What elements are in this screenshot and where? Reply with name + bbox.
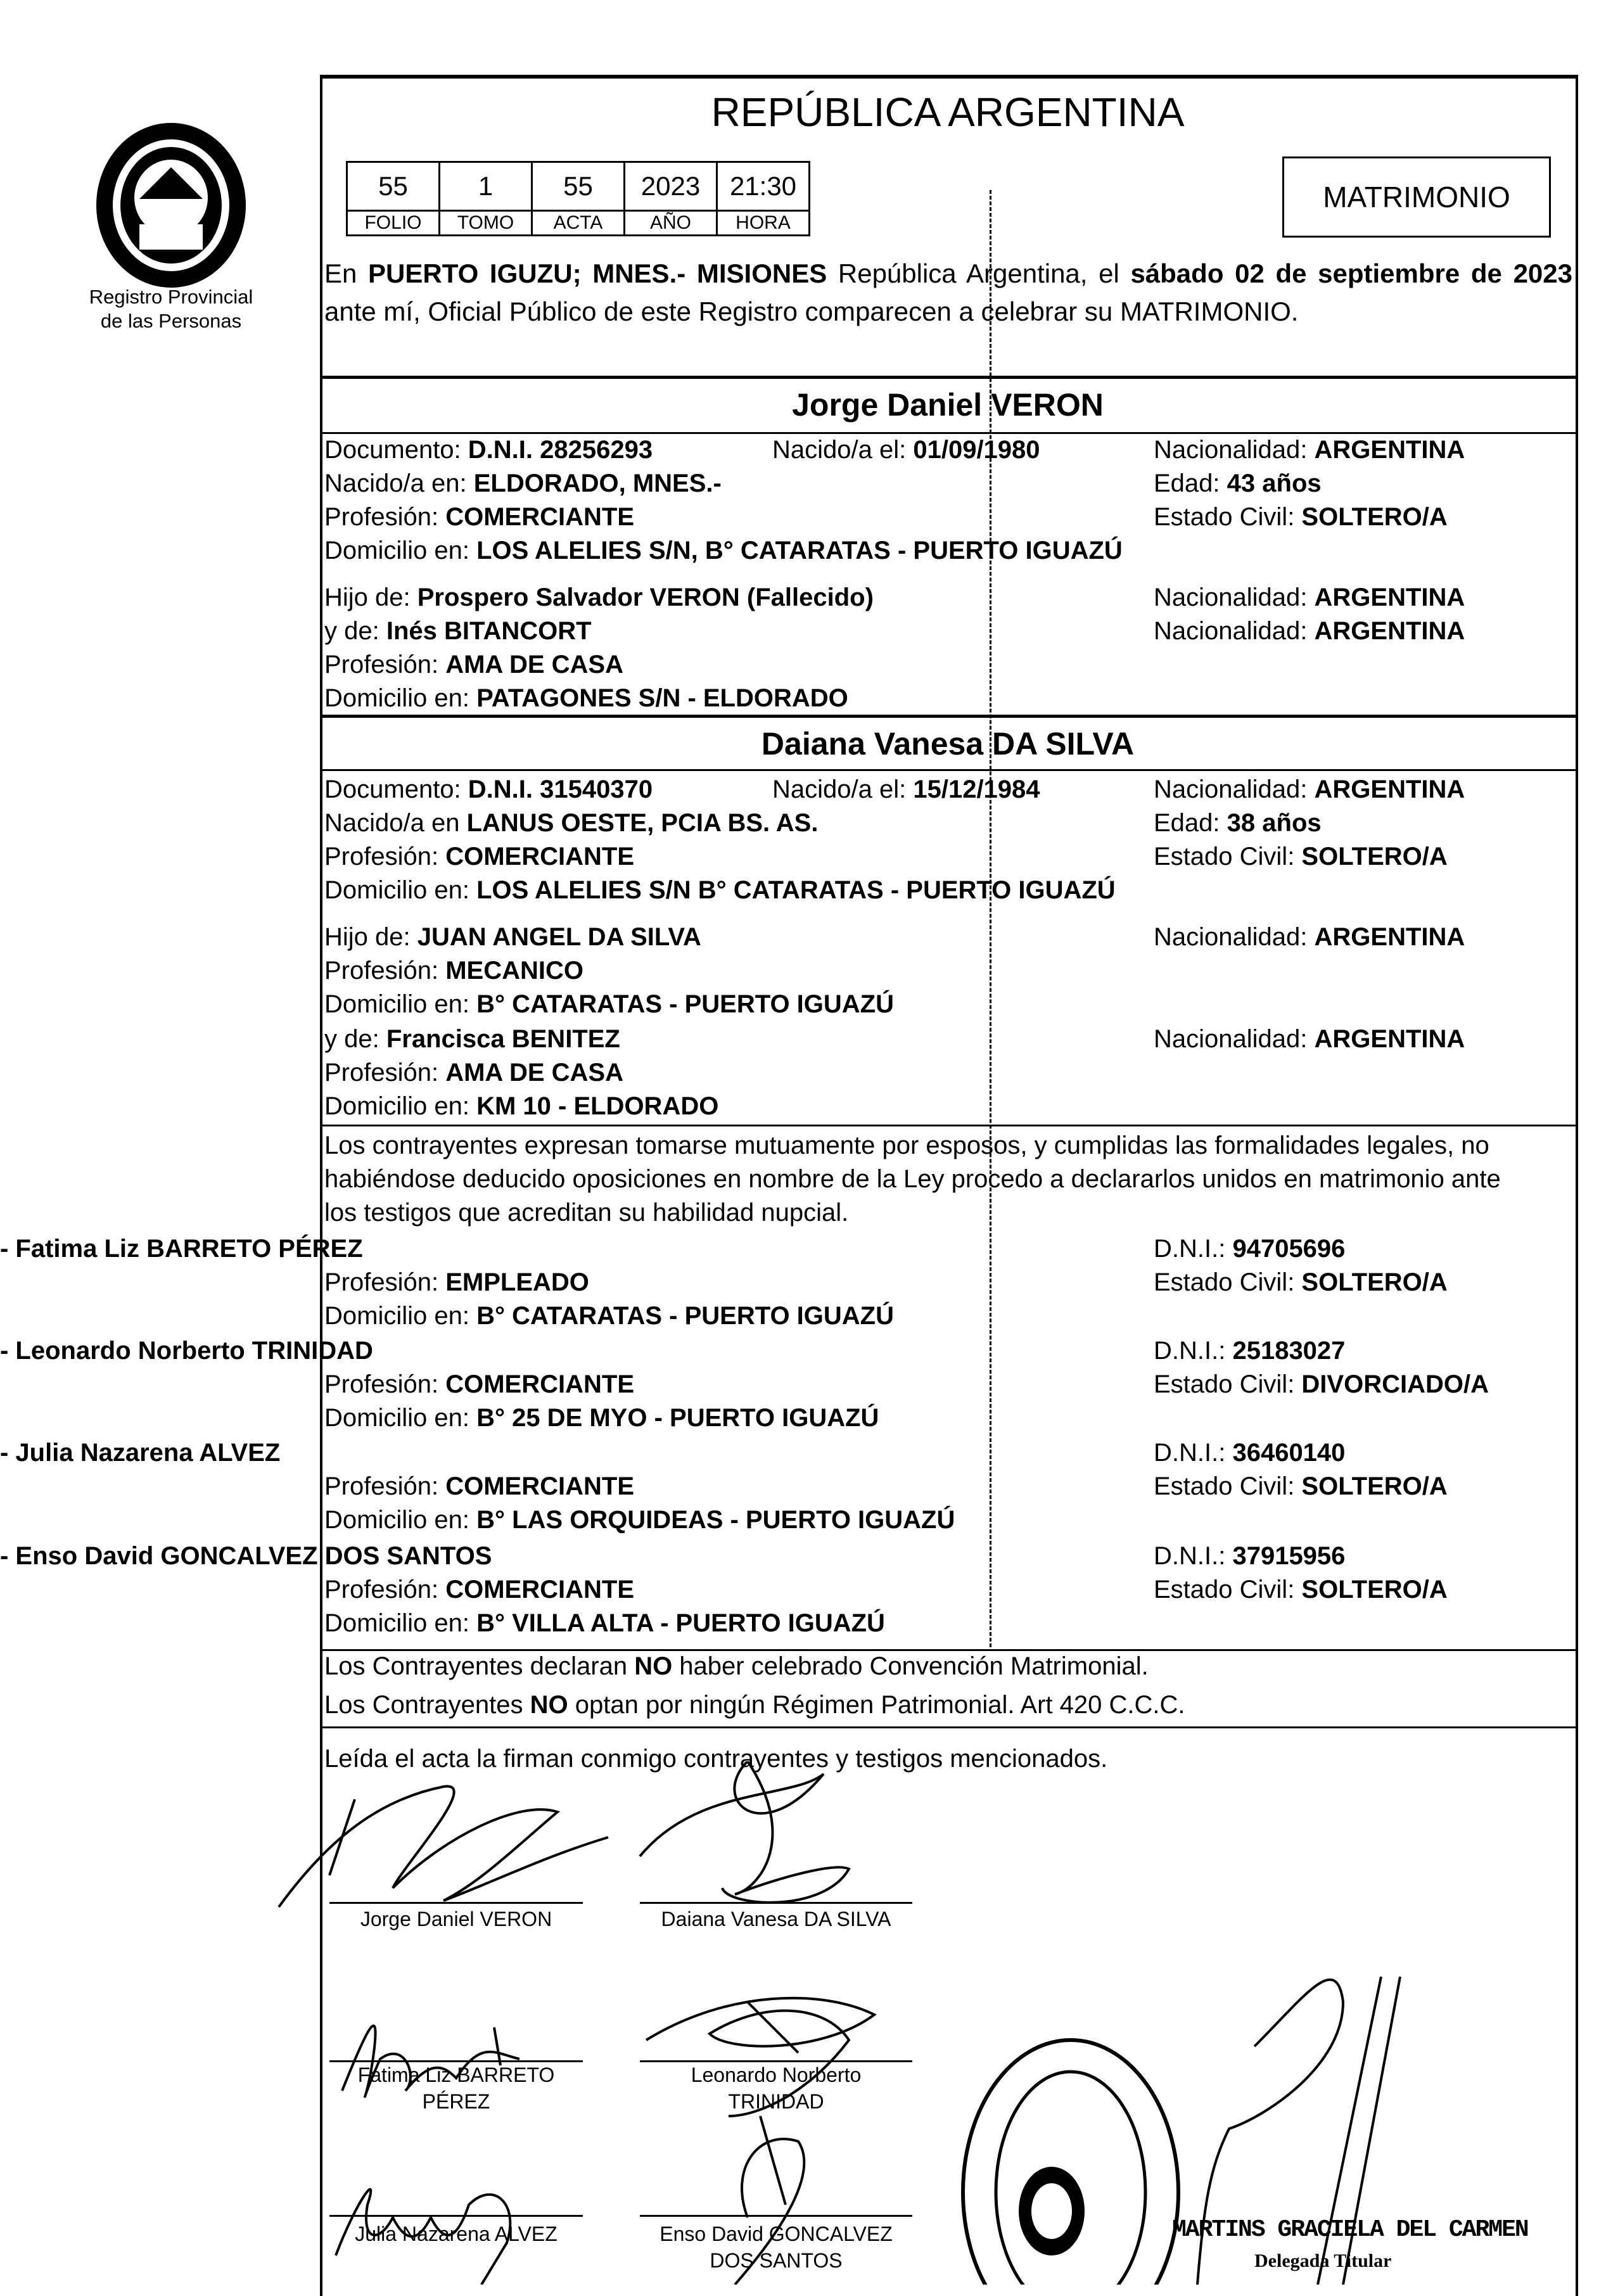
bride-civil-status: SOLTERO/A: [1301, 843, 1448, 871]
official-stamp: [957, 2034, 1185, 2285]
signature-label-line: TRINIDAD: [728, 2090, 824, 2113]
official-name: MARTINS GRACIELA DEL CARMEN: [1172, 2216, 1528, 2243]
intro-text: [324, 255, 1572, 331]
witness-profession: COMERCIANTE: [445, 1472, 634, 1500]
label: Nacionalidad:: [1154, 1025, 1315, 1053]
witness-dni: 36460140: [1232, 1439, 1346, 1467]
groom-mother: Inés BITANCORT: [386, 617, 592, 645]
act-type-box: MATRIMONIO: [1282, 156, 1551, 238]
label: Profesión:: [324, 957, 446, 985]
signature-label-line: Fatima Liz BARRETO: [357, 2063, 555, 2086]
label: Nacido/a en: [324, 809, 467, 837]
bride-mother-profession: AMA DE CASA: [445, 1059, 623, 1087]
bride-nationality: ARGENTINA: [1314, 775, 1465, 803]
declaration-line: los testigos que acreditan su habilidad nupcial.: [324, 1199, 849, 1227]
label: Profesión:: [324, 1268, 446, 1296]
regime-text: optan por ningún Régimen Patrimonial. Art 420 C.C.C.: [568, 1691, 1185, 1719]
label: Estado Civil:: [1154, 1576, 1302, 1604]
label: Nacionalidad:: [1154, 775, 1315, 803]
label: Profesión:: [324, 651, 446, 679]
label: Domicilio en:: [324, 537, 477, 564]
groom-birth-place: ELDORADO, MNES.-: [473, 469, 722, 497]
label: Profesión:: [324, 1472, 446, 1500]
groom-parents-address: PATAGONES S/N - ELDORADO: [476, 684, 848, 712]
folio-value: 55: [347, 162, 440, 211]
groom-civil-status: SOLTERO/A: [1301, 503, 1448, 531]
label: Domicilio en:: [324, 1609, 477, 1637]
witness-address: B° CATARATAS - PUERTO IGUAZÚ: [476, 1302, 895, 1330]
bride-mother-address: KM 10 - ELDORADO: [476, 1092, 719, 1120]
witness-name: - Fatima Liz BARRETO PÉREZ: [0, 1235, 363, 1263]
groom-mother-nationality: ARGENTINA: [1314, 617, 1465, 645]
bride-father-profession: MECANICO: [445, 957, 583, 985]
label: Profesión:: [324, 843, 446, 871]
witness-civil-status: SOLTERO/A: [1301, 1268, 1448, 1296]
label: Domicilio en:: [324, 990, 477, 1018]
signature-groom: [279, 1786, 608, 1907]
signature-witness-3: [336, 2190, 510, 2285]
signature-bride: [640, 1761, 849, 1903]
witness-civil-status: SOLTERO/A: [1301, 1576, 1448, 1604]
handwritten-signatures: [0, 1761, 1606, 2285]
acta-label: ACTA: [532, 211, 625, 236]
groom-father-nationality: ARGENTINA: [1314, 584, 1465, 611]
tomo-value: 1: [440, 162, 532, 211]
label: D.N.I.:: [1154, 1542, 1233, 1570]
declaration-line: Los contrayentes expresan tomarse mutuamente por esposos, y cumplidas las formalidades legales, no: [324, 1132, 1489, 1159]
groom-birth-date: 01/09/1980: [913, 436, 1040, 464]
groom-father: Prospero Salvador VERON (Fallecido): [417, 584, 874, 611]
groom-name: Jorge Daniel VERON: [792, 387, 1104, 423]
witness-address: B° LAS ORQUIDEAS - PUERTO IGUAZÚ: [476, 1506, 955, 1534]
intro-place: PUERTO IGUZU; MNES.- MISIONES: [368, 258, 827, 288]
witness-profession: COMERCIANTE: [445, 1370, 634, 1398]
declaration-line: habiéndose deducido oposiciones en nombre de la Ley procedo a declararlos unidos en matrimonio ante: [324, 1165, 1501, 1193]
bride-name: Daiana Vanesa DA SILVA: [761, 726, 1135, 762]
bride-mother-nationality: ARGENTINA: [1314, 1025, 1465, 1053]
witness-civil-status: SOLTERO/A: [1301, 1472, 1448, 1500]
registry-name-line2: de las Personas: [100, 310, 242, 332]
regime-no: NO: [530, 1691, 568, 1719]
regime-text: haber celebrado Convención Matrimonial.: [672, 1652, 1149, 1680]
regime-no: NO: [634, 1652, 673, 1680]
label: Estado Civil:: [1154, 1472, 1302, 1500]
acta-value: 55: [532, 162, 625, 211]
bride-father: JUAN ANGEL DA SILVA: [417, 923, 701, 951]
label: D.N.I.:: [1154, 1439, 1233, 1467]
intro-date: sábado 02 de septiembre: [1130, 258, 1460, 288]
label: Nacionalidad:: [1154, 617, 1315, 645]
registry-name: [63, 285, 279, 333]
hora-value: 21:30: [717, 162, 810, 211]
anio-value: 2023: [625, 162, 717, 211]
signature-label-line: Leonardo Norberto: [691, 2063, 862, 2086]
label: Nacido/a el:: [772, 775, 914, 803]
intro-text-part: En: [324, 258, 369, 288]
registry-name-line1: Registro Provincial: [89, 286, 253, 308]
signature-witness-4: [735, 2116, 804, 2285]
label: Nacido/a el:: [772, 436, 914, 464]
groom-profession: COMERCIANTE: [445, 503, 634, 531]
label: y de:: [324, 1025, 386, 1053]
label: Hijo de:: [324, 923, 417, 951]
signature-label-bride: Daiana Vanesa DA SILVA: [661, 1908, 891, 1930]
label: Domicilio en:: [324, 1092, 477, 1120]
label: Profesión:: [324, 1059, 446, 1087]
label: Edad:: [1154, 809, 1227, 837]
witness-profession: COMERCIANTE: [445, 1576, 634, 1604]
label: Profesión:: [324, 1576, 446, 1604]
folio-label: FOLIO: [347, 211, 440, 236]
label: Profesión:: [324, 1370, 446, 1398]
witness-name: - Enso David GONCALVEZ DOS SANTOS: [0, 1542, 492, 1570]
signature-label-groom: Jorge Daniel VERON: [360, 1908, 552, 1930]
witness-civil-status: DIVORCIADO/A: [1301, 1370, 1489, 1398]
bride-father-nationality: ARGENTINA: [1314, 923, 1465, 951]
label: Nacido/a en:: [324, 469, 474, 497]
label: D.N.I.:: [1154, 1337, 1233, 1365]
witness-address: B° 25 DE MYO - PUERTO IGUAZÚ: [476, 1404, 879, 1432]
label: Domicilio en:: [324, 1302, 477, 1330]
bride-birth-place: LANUS OESTE, PCIA BS. AS.: [466, 809, 819, 837]
label: Nacionalidad:: [1154, 923, 1315, 951]
label: D.N.I.:: [1154, 1235, 1233, 1263]
bride-profession: COMERCIANTE: [445, 843, 634, 871]
label: Nacionalidad:: [1154, 436, 1315, 464]
hora-label: HORA: [717, 211, 810, 236]
label: y de:: [324, 617, 386, 645]
intro-year: de 2023: [1470, 258, 1572, 288]
bride-address: LOS ALELIES S/N B° CATARATAS - PUERTO IGUAZÚ: [476, 876, 1116, 904]
label: Profesión:: [324, 503, 446, 531]
signature-label-line: PÉREZ: [422, 2090, 490, 2113]
label: Hijo de:: [324, 584, 417, 611]
province-seal-logo: [89, 117, 253, 294]
label: Domicilio en:: [324, 684, 477, 712]
page-title: REPÚBLICA ARGENTINA: [711, 89, 1185, 135]
bride-age: 38 años: [1227, 809, 1322, 837]
groom-document: D.N.I. 28256293: [468, 436, 653, 464]
groom-parents-profession: AMA DE CASA: [445, 651, 623, 679]
label: Domicilio en:: [324, 876, 477, 904]
label: Edad:: [1154, 469, 1227, 497]
label: Estado Civil:: [1154, 1370, 1302, 1398]
label: Estado Civil:: [1154, 843, 1302, 871]
signature-witness-1: [342, 2025, 519, 2096]
intro-text-part: ante mí, Oficial Público de este Registro comparecen a celebrar su MATRIMONIO.: [324, 297, 1299, 326]
witness-dni: 25183027: [1232, 1337, 1346, 1365]
intro-text-part: República Argentina, el: [827, 258, 1131, 288]
regime-text: Los Contrayentes declaran: [324, 1652, 635, 1680]
label: Estado Civil:: [1154, 1268, 1302, 1296]
signature-label-witness-3: Julia Nazarena ALVEZ: [355, 2223, 558, 2245]
closing-text: Leída el acta la firman conmigo contrayentes y testigos mencionados.: [324, 1745, 1108, 1773]
bride-mother: Francisca BENITEZ: [386, 1025, 620, 1053]
groom-nationality: ARGENTINA: [1314, 436, 1465, 464]
signature-label-line: Enso David GONCALVEZ: [660, 2223, 893, 2245]
groom-address: LOS ALELIES S/N, B° CATARATAS - PUERTO IGUAZÚ: [476, 537, 1123, 564]
label: Documento:: [324, 775, 468, 803]
witness-dni: 37915956: [1232, 1542, 1346, 1570]
bride-birth-date: 15/12/1984: [913, 775, 1040, 803]
label: Nacionalidad:: [1154, 584, 1315, 611]
groom-age: 43 años: [1227, 469, 1322, 497]
official-role: Delegada Titular: [1254, 2250, 1392, 2271]
witness-name: - Julia Nazarena ALVEZ: [0, 1439, 281, 1467]
anio-label: AÑO: [625, 211, 717, 236]
signature-label-line: DOS SANTOS: [710, 2249, 843, 2272]
label: Documento:: [324, 436, 468, 464]
witness-name: - Leonardo Norberto TRINIDAD: [0, 1337, 373, 1365]
witness-profession: EMPLEADO: [445, 1268, 589, 1296]
registry-table: [346, 161, 810, 236]
tomo-label: TOMO: [440, 211, 532, 236]
regime-text: Los Contrayentes: [324, 1691, 530, 1719]
label: Domicilio en:: [324, 1404, 477, 1432]
bride-father-address: B° CATARATAS - PUERTO IGUAZÚ: [476, 990, 895, 1018]
witness-address: B° VILLA ALTA - PUERTO IGUAZÚ: [476, 1609, 885, 1637]
witness-dni: 94705696: [1232, 1235, 1346, 1263]
bride-document: D.N.I. 31540370: [468, 775, 653, 803]
label: Estado Civil:: [1154, 503, 1302, 531]
label: Domicilio en:: [324, 1506, 477, 1534]
signature-witness-2: [646, 1998, 874, 2116]
